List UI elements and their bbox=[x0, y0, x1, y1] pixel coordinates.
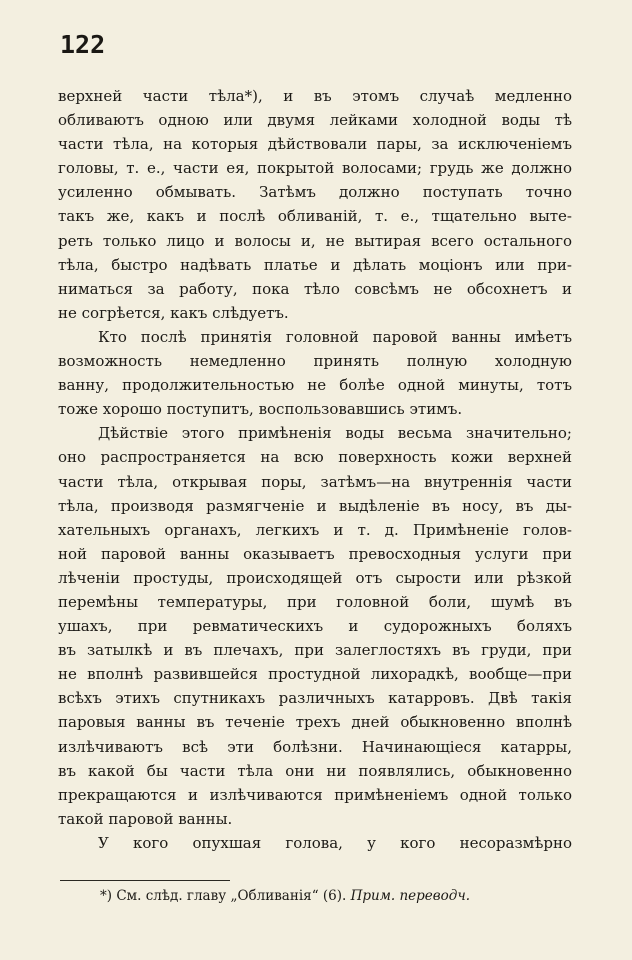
text-line: головы, т. е., части ея, покрытой волосами; грудь же должно bbox=[58, 159, 572, 178]
text-line: всѣхъ этихъ спутникахъ различныхъ катарровъ. Двѣ такія bbox=[58, 689, 572, 708]
text-line: тѣла, быстро надѣвать платье и дѣлать моціонъ или при- bbox=[58, 255, 572, 274]
footnote-divider bbox=[60, 880, 230, 881]
text-line: хательныхъ органахъ, легкихъ и т. д. Примѣненіе голов- bbox=[58, 520, 572, 539]
text-line: У кого опухшая голова, у кого несоразмѣрно bbox=[98, 833, 572, 852]
text-line: обливаютъ одною или двумя лейками холодной воды тѣ bbox=[58, 111, 572, 130]
text-line: не вполнѣ развившейся простудной лихорадкѣ, вообще—при bbox=[58, 665, 572, 684]
text-line: Кто послѣ принятія головной паровой ванны имѣетъ bbox=[98, 327, 572, 346]
page-number: 122 bbox=[60, 30, 106, 59]
text-line: паровыя ванны въ теченіе трехъ дней обыкновенно вполнѣ bbox=[58, 713, 572, 732]
text-line: части тѣла, открывая поры, затѣмъ—на внутреннія части bbox=[58, 472, 572, 491]
text-line: Дѣйствіе этого примѣненія воды весьма значительно; bbox=[98, 424, 572, 443]
text-line: реть только лицо и волосы и, не вытирая всего остального bbox=[58, 231, 572, 250]
text-line: ной паровой ванны оказываетъ превосходныя услуги при bbox=[58, 544, 572, 563]
text-line: тоже хорошо поступитъ, воспользовавшись этимъ. bbox=[58, 400, 463, 419]
body-text bbox=[58, 84, 572, 855]
text-line: части тѣла, на которыя дѣйствовали пары, за исключеніемъ bbox=[58, 135, 572, 154]
text-line: прекращаются и излѣчиваются примѣненіемъ одной только bbox=[58, 785, 572, 804]
text-line: лѣченіи простуды, происходящей отъ сырости или рѣзкой bbox=[58, 568, 572, 587]
text-line: такой паровой ванны. bbox=[58, 809, 233, 828]
text-line: излѣчиваютъ всѣ эти болѣзни. Начинающіеся катарры, bbox=[58, 737, 572, 756]
footnote bbox=[100, 888, 580, 904]
footnote-translator-note: Прим. переводч. bbox=[350, 888, 471, 904]
text-line: верхней части тѣла*), и въ этомъ случаѣ медленно bbox=[58, 87, 572, 105]
text-line: ванну, продолжительностью не болѣе одной минуты, тотъ bbox=[58, 376, 572, 395]
footnote-text: См. слѣд. главу „Обливанія“ (6). bbox=[116, 888, 347, 904]
text-line: ниматься за работу, пока тѣло совсѣмъ не обсохнетъ и bbox=[58, 279, 572, 298]
text-line: въ какой бы части тѣла они ни появлялись, обыкновенно bbox=[58, 761, 572, 780]
text-line: тѣла, производя размягченіе и выдѣленіе въ носу, въ ды- bbox=[58, 496, 572, 515]
text-line: усиленно обмывать. Затѣмъ должно поступать точно bbox=[58, 183, 572, 202]
text-line: ушахъ, при ревматическихъ и судорожныхъ боляхъ bbox=[58, 617, 572, 636]
text-line: возможность немедленно принять полную холодную bbox=[58, 352, 572, 371]
text-line: не согрѣется, какъ слѣдуетъ. bbox=[58, 303, 289, 322]
footnote-marker: *) bbox=[100, 888, 113, 904]
text-line: перемѣны температуры, при головной боли, шумѣ въ bbox=[58, 592, 572, 611]
text-line: такъ же, какъ и послѣ обливаній, т. е., тщательно выте- bbox=[58, 207, 572, 226]
text-line: оно распространяется на всю поверхность кожи верхней bbox=[58, 448, 572, 467]
text-line: въ затылкѣ и въ плечахъ, при залеглостяхъ въ груди, при bbox=[58, 641, 572, 660]
